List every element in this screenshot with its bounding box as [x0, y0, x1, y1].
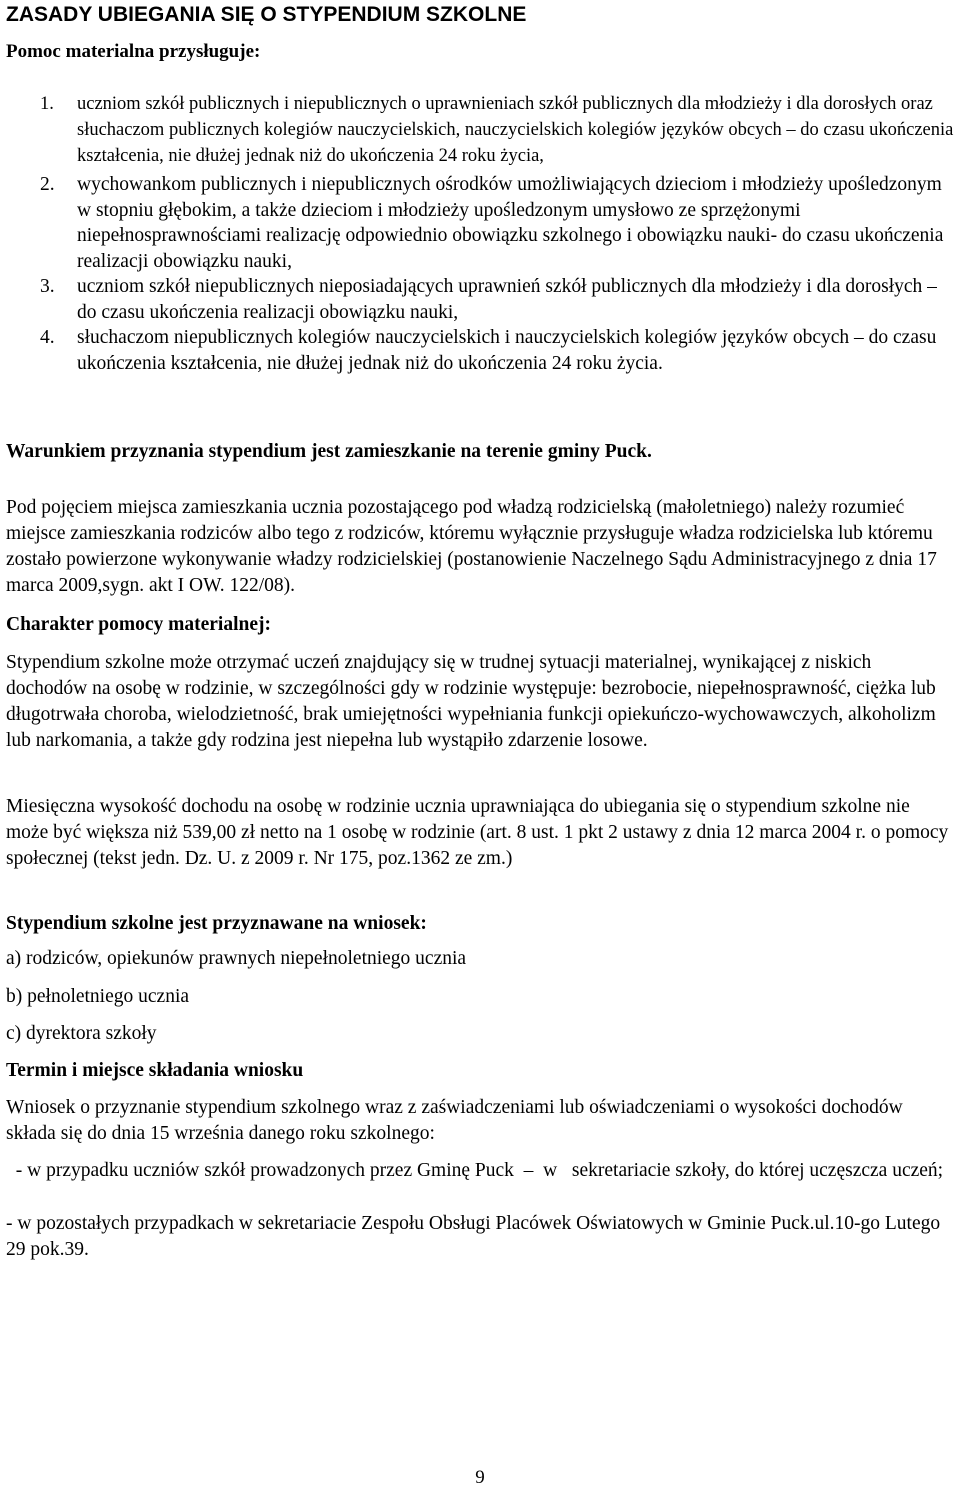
list-item-number: 1. — [40, 94, 54, 114]
applicant-item: c) dyrektora szkoły — [6, 1023, 157, 1044]
place-item: - w pozostałych przypadkach w sekretariacie Zespołu Obsługi Placówek Oświatowych w Gminie Puck.ul.10-go Lutego 29 pok.39. — [6, 1213, 941, 1260]
list-item-text: uczniom szkół publicznych i niepublicznych o uprawnieniach szkół publicznych dla młodzieży i dla dorosłych oraz słuchaczom publicznych kolegiów nauczycielskich, nauczycielskich kolegiów języków obcych – do czasu ukończenia kształcenia, nie dłużej jednak niż do ukończenia 24 roku życia, — [77, 94, 954, 166]
list-item-text: uczniom szkół niepublicznych nieposiadających uprawnień szkół publicznych dla młodzieży i dla dorosłych – do czasu ukończenia realizacji obowiązku nauki, — [77, 276, 937, 323]
place-item: - w przypadku uczniów szkół prowadzonych przez Gminę Puck – w sekretariacie szkoły, do której uczęszcza uczeń; — [6, 1160, 944, 1181]
residence-paragraph: Pod pojęciem miejsca zamieszkania ucznia pozostającego pod władzą rodzicielską (małoletniego) należy rozumieć miejsce zamieszkania rodziców albo tego z rodziców, któremu wyłącznie przysługuje władza rodzicielska lub któremu zostało powierzone wykonywanie władzy rodzicielskiej (postanowienie Naczelnego Sądu Administracyjnego z dnia 17 marca 2009,sygn. akt I OW. 122/08). — [6, 497, 937, 596]
income-paragraph: Miesięczna wysokość dochodu na osobę w rodzinie ucznia uprawniająca do ubiegania się o stypendium szkolne nie może być większa niż 539,00 zł netto na 1 osobę w rodzinie (art. 8 ust. 1 pkt 2 ustawy z dnia 12 marca 2004 r. o pomocy społecznej (tekst jedn. Dz. U. z 2009 r. Nr 175, poz.1362 ze zm.) — [6, 796, 949, 869]
applicant-item: a) rodziców, opiekunów prawnych niepełnoletniego ucznia — [6, 948, 467, 969]
applicant-item: b) pełnoletniego ucznia — [6, 986, 190, 1007]
list-item — [6, 325, 956, 376]
list-item — [6, 92, 956, 169]
condition-statement: Warunkiem przyznania stypendium jest zamieszkanie na terenie gminy Puck. — [6, 441, 652, 462]
subtitle-heading: Pomoc materialna przysługuje: — [6, 41, 261, 62]
character-paragraph: Stypendium szkolne może otrzymać uczeń znajdujący się w trudnej sytuacji materialnej, wynikającej z niskich dochodów na osobę w rodzinie, w szczególności gdy w rodzinie występuje: bezrobocie, niepełnosprawność, ciężka lub długotrwała choroba, wielodzietność, brak umiejętności wypełniania funkcji opiekuńczo-wychowawczych, alkoholizm lub narkomania, a także gdy rodzina jest niepełna lub wystąpiło zdarzenie losowe. — [6, 652, 936, 751]
list-item-number: 4. — [40, 327, 55, 349]
page-number: 9 — [475, 1467, 485, 1488]
eligibility-list — [6, 92, 956, 376]
list-item — [6, 172, 956, 274]
application-heading: Stypendium szkolne jest przyznawane na wniosek: — [6, 913, 427, 934]
deadline-heading: Termin i miejsce składania wniosku — [6, 1060, 304, 1081]
deadline-paragraph: Wniosek o przyznanie stypendium szkolnego wraz z zaświadczeniami lub oświadczeniami o wysokości dochodów składa się do dnia 15 września danego roku szkolnego: — [6, 1097, 903, 1144]
list-item-number: 2. — [40, 174, 55, 196]
character-heading: Charakter pomocy materialnej: — [6, 614, 271, 635]
list-item-text: słuchaczom niepublicznych kolegiów nauczycielskich i nauczycielskich kolegiów języków obcych – do czasu ukończenia kształcenia, nie dłużej jednak niż do ukończenia 24 roku życia. — [77, 327, 937, 374]
list-item-text: wychowankom publicznych i niepublicznych ośrodków umożliwiających dzieciom i młodzieży upośledzonym w stopniu głębokim, a także dzieciom i młodzieży upośledzonym umysłowo ze sprzężonymi niepełnosprawnościami realizację odpowiednio obowiązku szkolnego i obowiązku nauki- do czasu ukończenia realizacji obowiązku nauki, — [77, 174, 944, 272]
list-item-number: 3. — [40, 276, 55, 298]
list-item — [6, 274, 956, 325]
document-title: ZASADY UBIEGANIA SIĘ O STYPENDIUM SZKOLNE — [6, 3, 527, 26]
